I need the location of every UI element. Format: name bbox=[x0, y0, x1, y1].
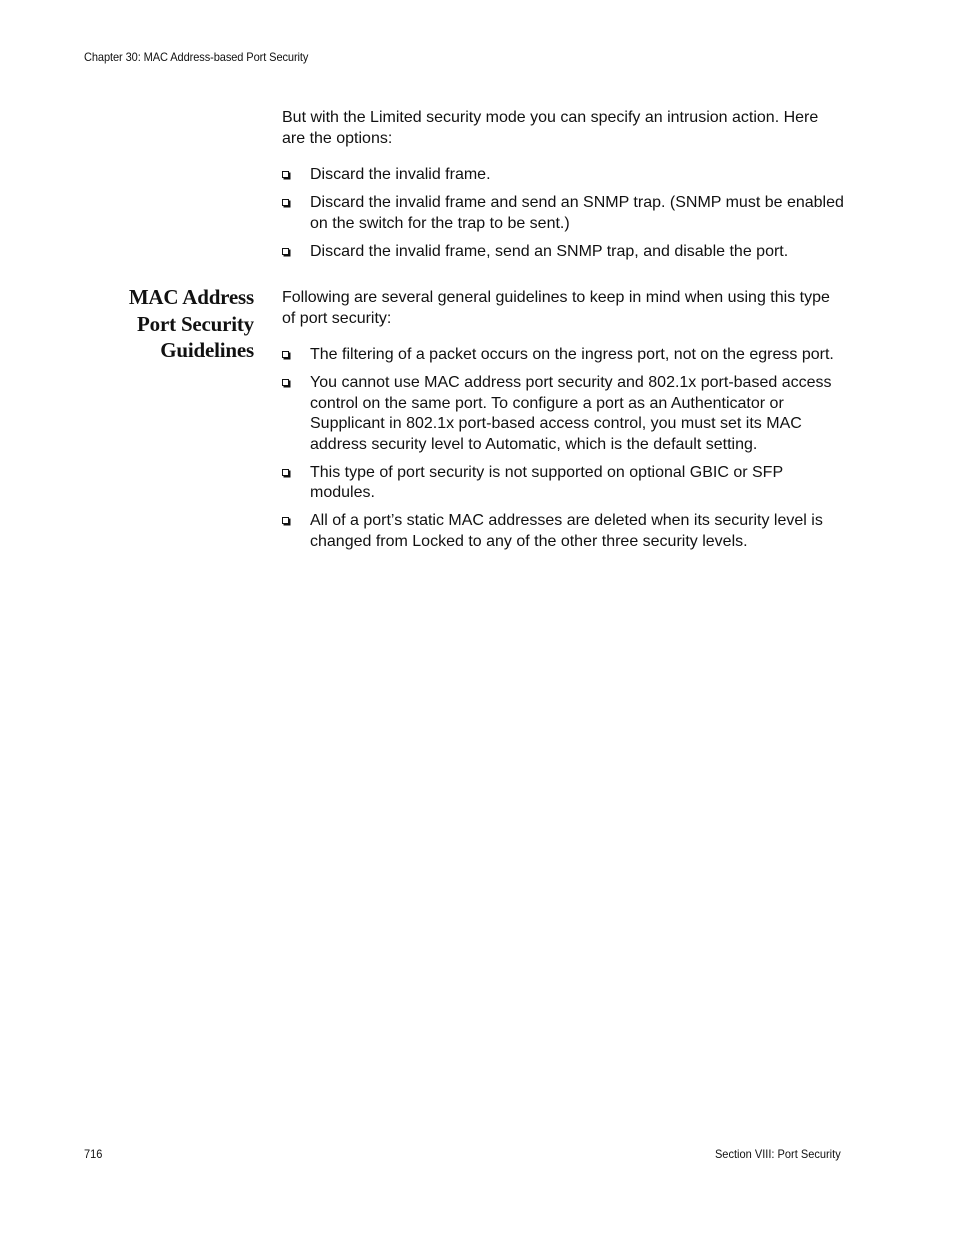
section-heading-line: MAC Address bbox=[128, 285, 254, 309]
guidelines-paragraph: Following are several general guidelines to keep in mind when using this type of port security: bbox=[282, 289, 830, 327]
list-item bbox=[282, 242, 844, 263]
intro-paragraph: But with the Limited security mode you can specify an intrusion action. Here are the options: bbox=[282, 109, 819, 147]
checkbox-bullet-icon bbox=[282, 248, 289, 255]
list-item bbox=[282, 193, 844, 234]
intrusion-options-list bbox=[282, 165, 844, 262]
section-heading bbox=[84, 284, 254, 364]
running-header: Chapter 30: MAC Address-based Port Security bbox=[84, 50, 309, 64]
guidelines-list bbox=[282, 345, 844, 552]
intro-block bbox=[282, 108, 844, 270]
checkbox-bullet-icon bbox=[282, 351, 289, 358]
list-item-text: The filtering of a packet occurs on the ingress port, not on the egress port. bbox=[310, 346, 834, 363]
section-heading-line: Guidelines bbox=[160, 338, 254, 362]
list-item bbox=[282, 165, 844, 186]
list-item-text: This type of port security is not supported on optional GBIC or SFP modules. bbox=[310, 463, 783, 501]
list-item bbox=[282, 373, 844, 455]
list-item-text: Discard the invalid frame and send an SNMP trap. (SNMP must be enabled on the switch for the trap to be sent.) bbox=[310, 194, 844, 232]
checkbox-bullet-icon bbox=[282, 379, 289, 386]
list-item bbox=[282, 463, 844, 504]
guidelines-block bbox=[282, 288, 844, 560]
list-item-text: You cannot use MAC address port security and 802.1x port-based access control on the same port. To configure a port as an Authenticator or Supplicant in 802.1x port-based access control, you must set its MAC address security level to Automatic, which is the default setting. bbox=[310, 374, 832, 453]
list-item-text: All of a port’s static MAC addresses are deleted when its security level is changed from Locked to any of the other three security levels. bbox=[310, 512, 823, 550]
list-item bbox=[282, 345, 844, 366]
section-heading-line: Port Security bbox=[137, 311, 254, 336]
checkbox-bullet-icon bbox=[282, 199, 289, 206]
list-item-text: Discard the invalid frame, send an SNMP trap, and disable the port. bbox=[310, 242, 789, 260]
checkbox-bullet-icon bbox=[282, 517, 289, 524]
running-footer-section: Section VIII: Port Security bbox=[715, 1147, 841, 1161]
checkbox-bullet-icon bbox=[282, 171, 289, 178]
page-number: 716 bbox=[84, 1147, 103, 1161]
checkbox-bullet-icon bbox=[282, 469, 289, 476]
list-item-text: Discard the invalid frame. bbox=[310, 166, 491, 183]
list-item bbox=[282, 511, 844, 552]
